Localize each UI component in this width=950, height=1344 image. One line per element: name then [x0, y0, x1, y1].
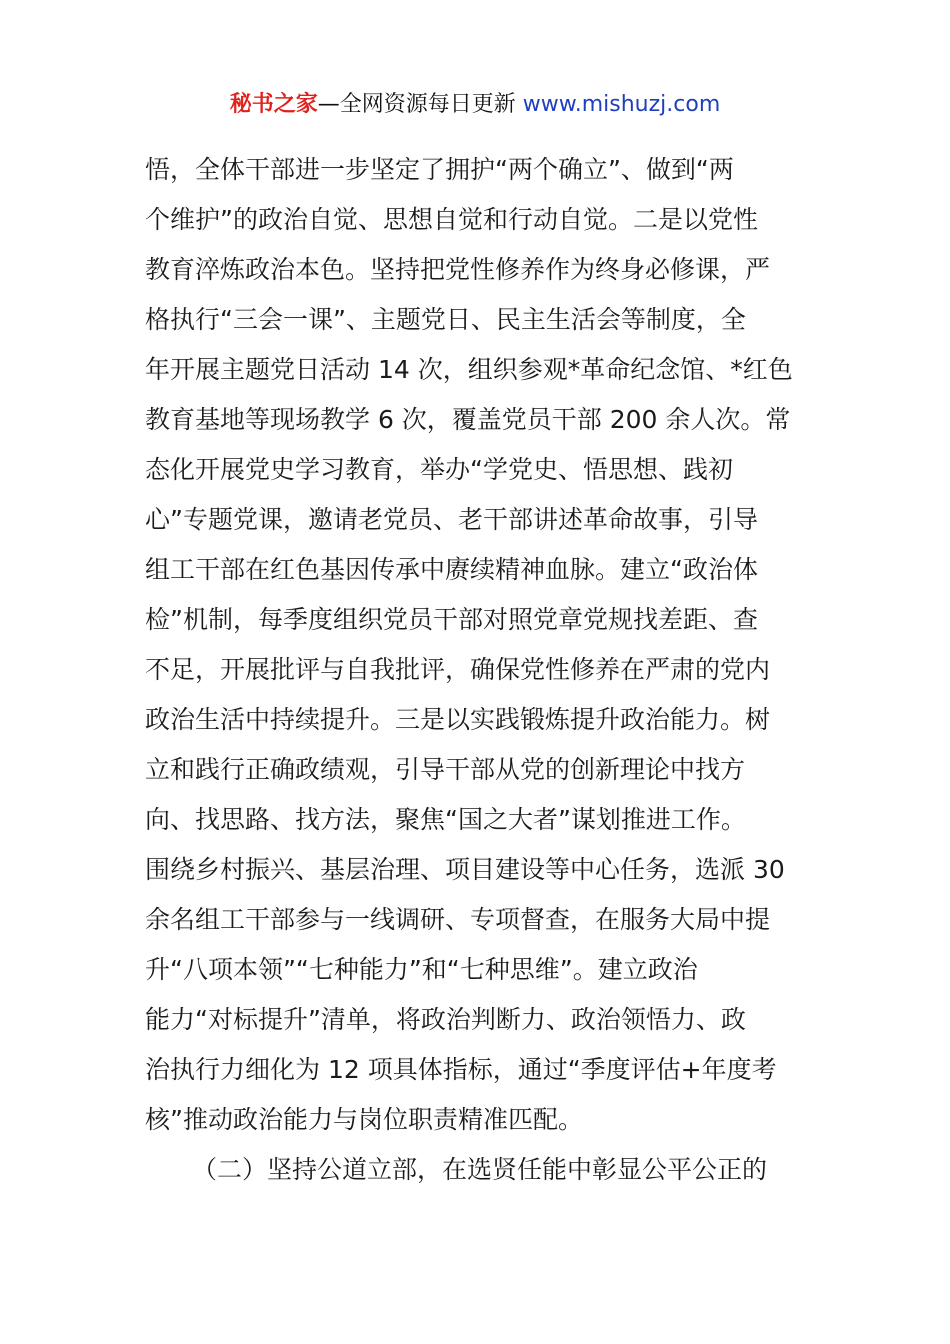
body-line: 心”专题党课，邀请老党员、老干部讲述革命故事，引导 [145, 505, 758, 534]
document-body [145, 145, 815, 1195]
body-line: 核”推动政治能力与岗位职责精准匹配。 [145, 1105, 583, 1134]
header-url-link[interactable]: www.mishuzj.com [522, 92, 721, 117]
body-line: 围绕乡村振兴、基层治理、项目建设等中心任务，选派 30 [145, 855, 785, 884]
body-line: 检”机制，每季度组织党员干部对照党章党规找差距、查 [145, 605, 758, 634]
body-line: 格执行“三会一课”、主题党日、民主生活会等制度，全 [145, 305, 746, 334]
body-line: 组工干部在红色基因传承中赓续精神血脉。建立“政治体 [145, 555, 758, 584]
body-line: 不足，开展批评与自我批评，确保党性修养在严肃的党内 [145, 655, 771, 684]
body-line: 年开展主题党日活动 14 次，组织参观*革命纪念馆、*红色 [145, 355, 793, 384]
body-line: 教育基地等现场教学 6 次，覆盖党员干部 200 余人次。常 [145, 405, 791, 434]
body-line: 态化开展党史学习教育，举办“学党史、悟思想、践初 [145, 455, 733, 484]
body-line: 政治生活中持续提升。三是以实践锻炼提升政治能力。树 [145, 705, 771, 734]
body-line: 能力“对标提升”清单，将政治判断力、政治领悟力、政 [145, 1005, 746, 1034]
page-header [0, 88, 950, 122]
body-line: 悟，全体干部进一步坚定了拥护“两个确立”、做到“两 [145, 155, 734, 184]
body-line: 治执行力细化为 12 项具体指标，通过“季度评估+年度考 [145, 1055, 777, 1084]
body-line: 个维护”的政治自觉、思想自觉和行动自觉。二是以党性 [145, 205, 758, 234]
body-line: 余名组工干部参与一线调研、专项督查，在服务大局中提 [145, 905, 771, 934]
body-line: 升“八项本领”“七种能力”和“七种思维”。建立政治 [145, 955, 698, 984]
header-tagline: —全网资源每日更新 [317, 92, 523, 117]
section-heading-line: （二）坚持公道立部，在选贤任能中彰显公平公正的 [192, 1155, 768, 1184]
body-line: 向、找思路、找方法，聚焦“国之大者”谋划推进工作。 [145, 805, 746, 834]
header-brand: 秘书之家 [229, 92, 318, 117]
body-line: 立和践行正确政绩观，引导干部从党的创新理论中找方 [145, 755, 746, 784]
body-line: 教育淬炼政治本色。坚持把党性修养作为终身必修课，严 [145, 255, 771, 284]
